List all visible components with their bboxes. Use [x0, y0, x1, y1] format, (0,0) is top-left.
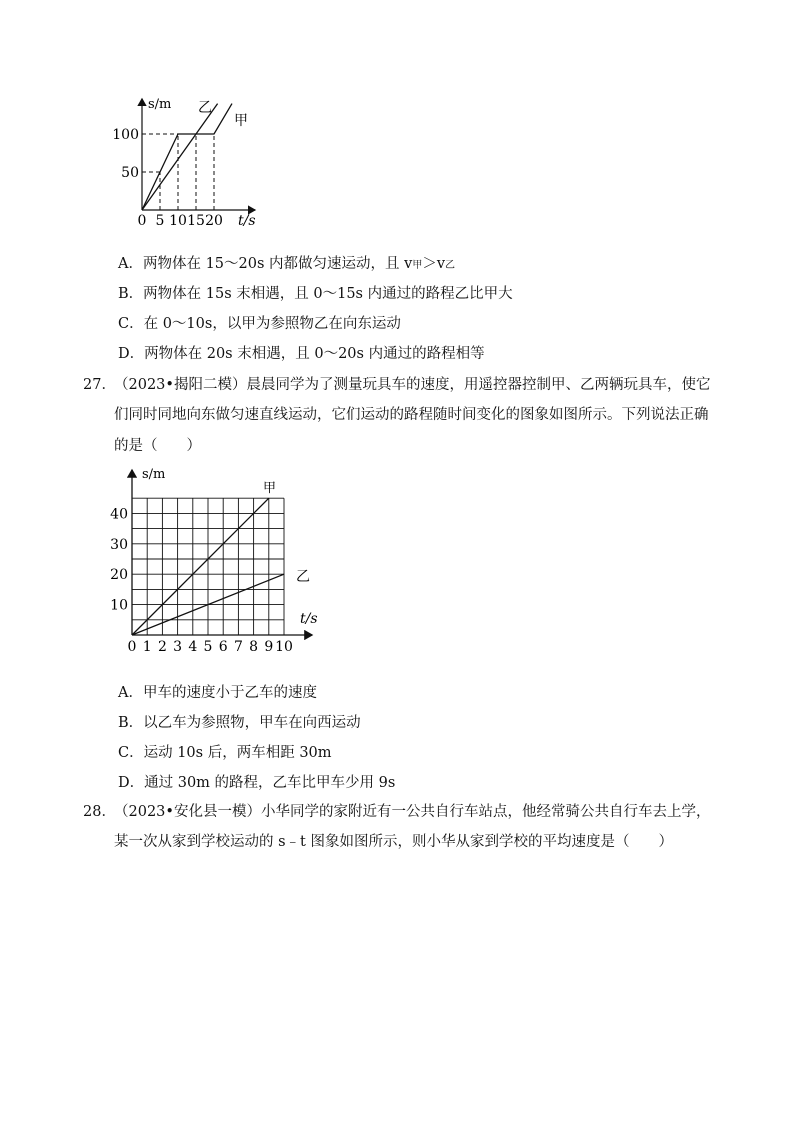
x-tick-label-20: 20 [205, 213, 223, 229]
x-tick-label-4: 4 [188, 639, 198, 655]
y-tick-label-20: 20 [110, 567, 128, 584]
question-27-number: 27． [83, 377, 116, 393]
x-axis-label: t/s [300, 611, 318, 627]
x-tick-label-10: 10 [169, 213, 187, 229]
option-b-q27: B．以乙车为参照物，甲车在向西运动 [118, 715, 361, 731]
subscript-jia: 甲 [412, 260, 423, 271]
x-tick-label-2: 2 [157, 639, 167, 655]
series-line-jia [132, 498, 269, 635]
option-a-q26-text: A．两物体在 15～20s 内都做匀速运动，且 v [118, 256, 413, 272]
x-tick-label-9: 9 [264, 639, 274, 655]
y-axis-label: s/m [142, 467, 166, 482]
series-line-yi [142, 104, 218, 210]
question-28-line2: 某一次从家到学校运动的 s﹣t 图象如图所示，则小华从家到学校的平均速度是（ ） [114, 834, 673, 850]
x-tick-label-0: 0 [127, 639, 137, 655]
option-d-q26: D．两物体在 20s 末相遇，且 0～20s 内通过的路程相等 [118, 346, 485, 362]
series-label-yi: 乙 [198, 100, 212, 116]
y-axis-label: s/m [148, 97, 172, 112]
y-tick-label-40: 40 [110, 506, 128, 523]
option-a-q26 [118, 254, 455, 276]
question-28-line1: （2023•安化县一模）小华同学的家附近有一公共自行车站点，他经常骑公共自行车去上学， [114, 804, 711, 820]
option-a-q27: A．甲车的速度小于乙车的速度 [118, 685, 317, 701]
series-label-jia: 甲 [263, 481, 277, 496]
question-27-line2: 们同时同地向东做匀速直线运动，它们运动的路程随时间变化的图象如图所示。下列说法正确 [114, 407, 709, 423]
x-tick-label-7: 7 [233, 639, 243, 655]
x-tick-label-15: 15 [187, 213, 205, 229]
x-axis-label: t/s [238, 213, 256, 229]
series-line-jia [142, 104, 232, 210]
option-a-q26-text-mid: ＞v [422, 256, 446, 272]
x-tick-label-1: 1 [142, 639, 152, 655]
series-label-yi: 乙 [296, 569, 310, 585]
x-tick-label-3: 3 [173, 639, 183, 655]
chart-st-graph-q27 [100, 458, 340, 658]
option-c-q26: C．在 0～10s，以甲为参照物乙在向东运动 [118, 316, 401, 332]
y-tick-label-30: 30 [110, 536, 128, 553]
x-tick-label-10: 10 [275, 639, 293, 655]
x-tick-label-5: 5 [203, 639, 213, 655]
chart-st-graph-q26 [110, 95, 280, 230]
y-tick-label-10: 10 [110, 597, 128, 614]
y-tick-label-100: 100 [112, 127, 139, 143]
option-d-q27: D．通过 30m 的路程，乙车比甲车少用 9s [118, 775, 396, 791]
x-tick-label-0: 0 [137, 213, 147, 229]
question-28-number: 28． [83, 804, 116, 820]
option-c-q27: C．运动 10s 后，两车相距 30m [118, 745, 332, 761]
x-tick-label-8: 8 [249, 639, 259, 655]
option-b-q26: B．两物体在 15s 末相遇，且 0～15s 内通过的路程乙比甲大 [118, 286, 513, 302]
question-27-line3: 的是（ ） [114, 438, 201, 454]
subscript-yi: 乙 [445, 260, 456, 271]
x-tick-label-5: 5 [155, 213, 165, 229]
question-27-line1: （2023•揭阳二模）晨晨同学为了测量玩具车的速度，用遥控器控制甲、乙两辆玩具车，使它 [114, 377, 711, 393]
x-tick-label-6: 6 [218, 639, 228, 655]
y-tick-label-50: 50 [121, 165, 139, 181]
series-label-jia: 甲 [234, 113, 248, 129]
